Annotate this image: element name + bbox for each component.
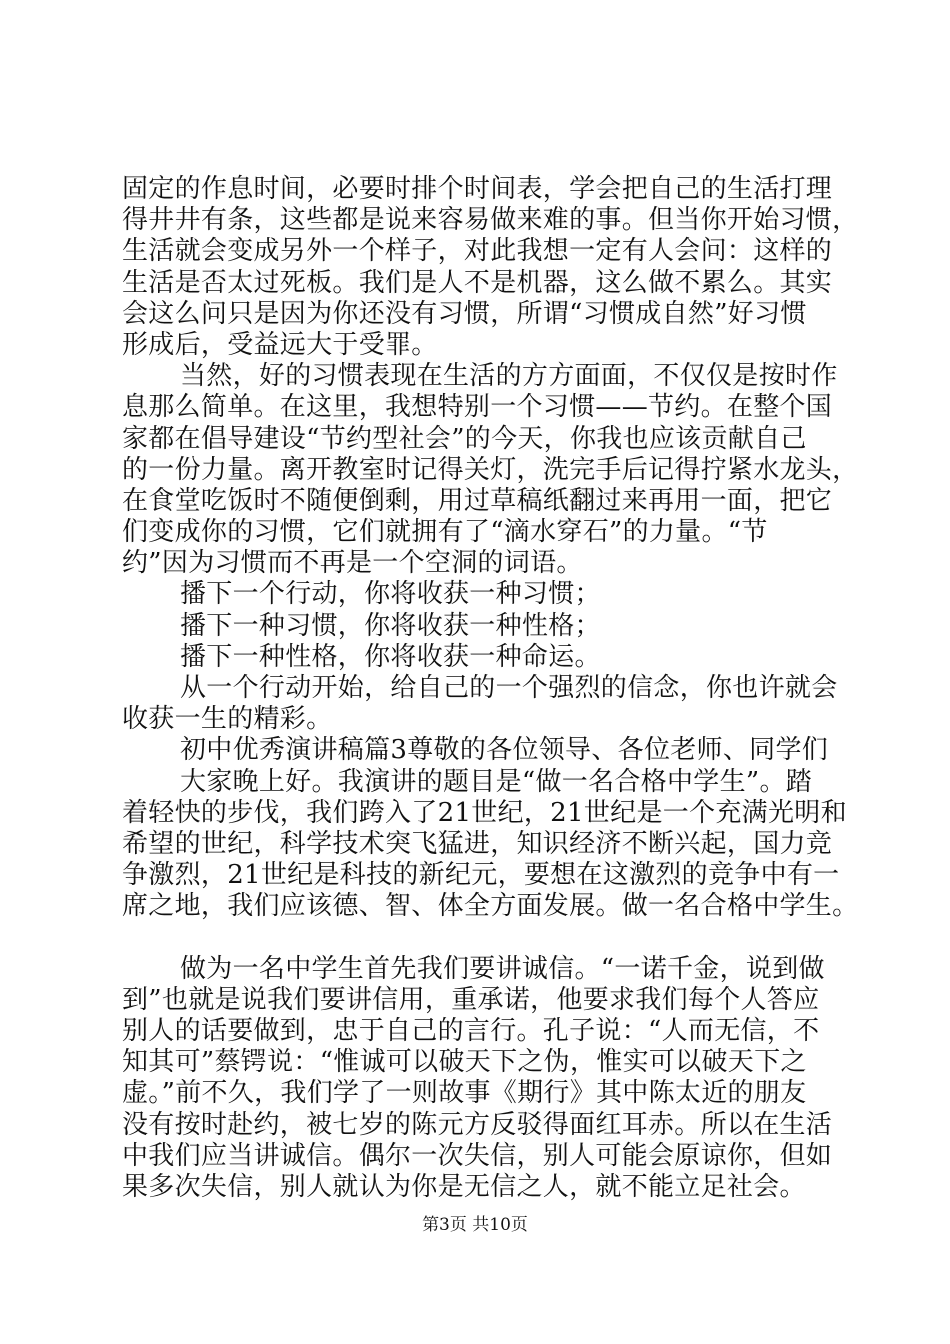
- text-line: 到”也就是说我们要讲信用，重承诺，他要求我们每个人答应: [122, 984, 820, 1015]
- paragraph-start-line: 做为一名中学生首先我们要讲诚信。“一诺千金，说到做: [180, 953, 825, 984]
- text-line: 生活就会变成另外一个样子，对此我想一定有人会问：这样的: [122, 236, 833, 267]
- text-line: 约”因为习惯而不再是一个空洞的词语。: [122, 548, 583, 579]
- verse-line: 播下一种习惯，你将收获一种性格；: [180, 610, 601, 641]
- text-line: 中我们应当讲诚信。偶尔一次失信，别人可能会原谅你，但如: [122, 1140, 833, 1171]
- paragraph-start-line: 从一个行动开始，给自己的一个强烈的信念，你也许就会: [180, 673, 838, 703]
- text-line: 争激烈，21世纪是科技的新纪元，要想在这激烈的竞争中有一: [122, 860, 840, 891]
- text-line: 家都在倡导建设“节约型社会”的今天，你我也应该贡献自己: [122, 423, 807, 454]
- section-heading-line: 初中优秀演讲稿篇3尊敬的各位领导、各位老师、同学们: [180, 735, 829, 766]
- text-line: 知其可”蔡锷说：“惟诚可以破天下之伪，惟实可以破天下之: [122, 1047, 807, 1078]
- text-line: 得井井有条，这些都是说来容易做来难的事。但当你开始习惯，: [122, 205, 859, 236]
- text-line: 席之地，我们应该德、智、体全方面发展。做一名合格中学生。: [122, 891, 859, 922]
- text-line: 收获一生的精彩。: [122, 704, 333, 735]
- paragraph-gap: [122, 923, 852, 954]
- paragraph-start-line: 当然，好的习惯表现在生活的方方面面，不仅仅是按时作: [180, 361, 838, 392]
- text-line: 息那么简单。在这里，我想特别一个习惯——节约。在整个国: [122, 392, 833, 423]
- text-line: 会这么问只是因为你还没有习惯，所谓“习惯成自然”好习惯: [122, 298, 807, 329]
- verse-line: 播下一种性格，你将收获一种命运。: [180, 641, 601, 672]
- text-line: 在食堂吃饭时不随便倒剩，用过草稿纸翻过来再用一面，把它: [122, 485, 833, 516]
- text-line: 没有按时赴约，被七岁的陈元方反驳得面红耳赤。所以在生活: [122, 1109, 833, 1140]
- text-line: 着轻快的步伐，我们跨入了21世纪，21世纪是一个充满光明和: [122, 797, 847, 828]
- page-number-footer: 第3页 共10页: [422, 1215, 528, 1235]
- text-line: 的一份力量。离开教室时记得关灯，洗完手后记得拧紧水龙头，: [122, 454, 859, 485]
- verse-line: 播下一个行动，你将收获一种习惯；: [180, 579, 601, 610]
- text-line: 果多次失信，别人就认为你是无信之人，就不能立足社会。: [122, 1172, 806, 1202]
- text-line: 别人的话要做到，忠于自己的言行。孔子说：“人而无信，不: [122, 1016, 820, 1047]
- text-line: 形成后，受益远大于受罪。: [122, 329, 438, 360]
- paragraph-start-line: 大家晚上好。我演讲的题目是“做一名合格中学生”。踏: [180, 766, 813, 797]
- document-body: [122, 174, 859, 1203]
- text-line: 生活是否太过死板。我们是人不是机器，这么做不累么。其实: [122, 267, 833, 298]
- text-line: 固定的作息时间，必要时排个时间表，学会把自己的生活打理: [122, 174, 833, 204]
- text-line: 们变成你的习惯，它们就拥有了“滴水穿石”的力量。“节: [122, 517, 768, 548]
- text-line: 虚。”前不久，我们学了一则故事《期行》其中陈太近的朋友: [122, 1078, 807, 1109]
- text-line: 希望的世纪，科学技术突飞猛进，知识经济不断兴起，国力竞: [122, 828, 833, 859]
